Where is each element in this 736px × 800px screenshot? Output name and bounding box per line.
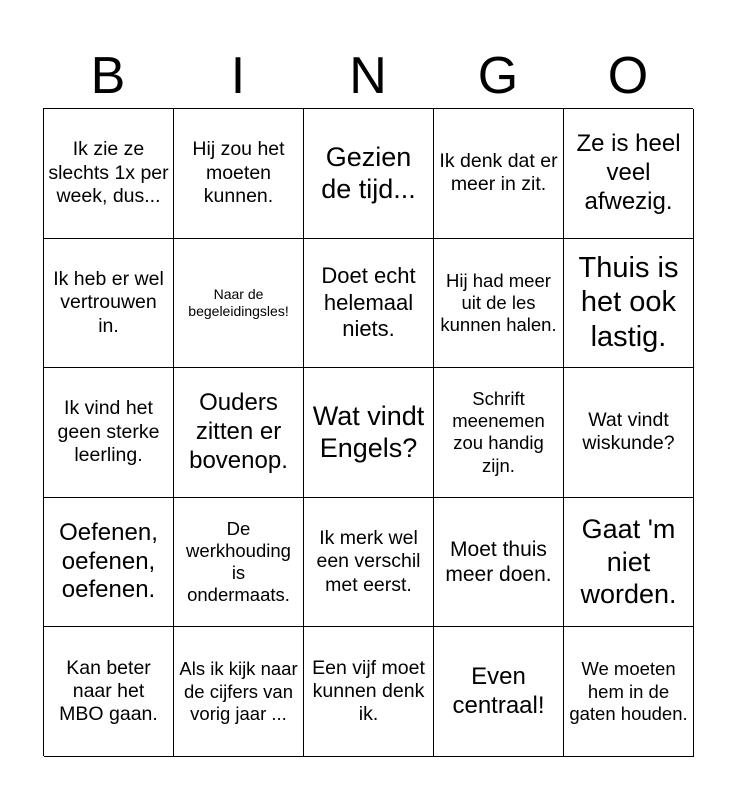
bingo-cell[interactable]: Gaat 'm niet worden. bbox=[564, 498, 694, 628]
bingo-cell[interactable]: Ze is heel veel afwezig. bbox=[564, 109, 694, 239]
header-letter-o: O bbox=[607, 47, 649, 105]
header-letter-b: B bbox=[90, 47, 126, 105]
bingo-cell[interactable]: De werkhouding is ondermaats. bbox=[174, 498, 304, 628]
bingo-cell[interactable]: Wat vindt wiskunde? bbox=[564, 368, 694, 498]
bingo-cell[interactable]: Wat vindt Engels? bbox=[304, 368, 434, 498]
header-letter-n: N bbox=[349, 47, 387, 105]
bingo-grid bbox=[43, 108, 693, 756]
header-letter-i: I bbox=[230, 47, 246, 105]
bingo-cell[interactable]: Ik zie ze slechts 1x per week, dus... bbox=[44, 109, 174, 239]
bingo-cell[interactable]: Oefenen, oefenen, oefenen. bbox=[44, 498, 174, 628]
bingo-cell[interactable]: Even centraal! bbox=[434, 627, 564, 757]
bingo-cell[interactable]: Hij had meer uit de les kunnen halen. bbox=[434, 239, 564, 369]
bingo-cell[interactable]: Kan beter naar het MBO gaan. bbox=[44, 627, 174, 757]
bingo-cell[interactable]: Ik denk dat er meer in zit. bbox=[434, 109, 564, 239]
bingo-cell[interactable]: Doet echt helemaal niets. bbox=[304, 239, 434, 369]
bingo-cell[interactable]: Naar de begeleidingsles! bbox=[174, 239, 304, 369]
bingo-header bbox=[43, 44, 693, 108]
bingo-cell[interactable]: Ouders zitten er bovenop. bbox=[174, 368, 304, 498]
bingo-cell[interactable]: Moet thuis meer doen. bbox=[434, 498, 564, 628]
bingo-cell[interactable]: Hij zou het moeten kunnen. bbox=[174, 109, 304, 239]
bingo-cell[interactable]: Ik heb er wel vertrouwen in. bbox=[44, 239, 174, 369]
bingo-cell[interactable]: Ik vind het geen sterke leerling. bbox=[44, 368, 174, 498]
bingo-cell[interactable]: Als ik kijk naar de cijfers van vorig jaar ... bbox=[174, 627, 304, 757]
bingo-cell[interactable]: Een vijf moet kunnen denk ik. bbox=[304, 627, 434, 757]
bingo-cell[interactable]: Schrift meenemen zou handig zijn. bbox=[434, 368, 564, 498]
bingo-cell[interactable]: Gezien de tijd... bbox=[304, 109, 434, 239]
bingo-cell[interactable]: We moeten hem in de gaten houden. bbox=[564, 627, 694, 757]
header-letter-g: G bbox=[477, 47, 519, 105]
bingo-cell[interactable]: Thuis is het ook lastig. bbox=[564, 239, 694, 369]
bingo-cell[interactable]: Ik merk wel een verschil met eerst. bbox=[304, 498, 434, 628]
